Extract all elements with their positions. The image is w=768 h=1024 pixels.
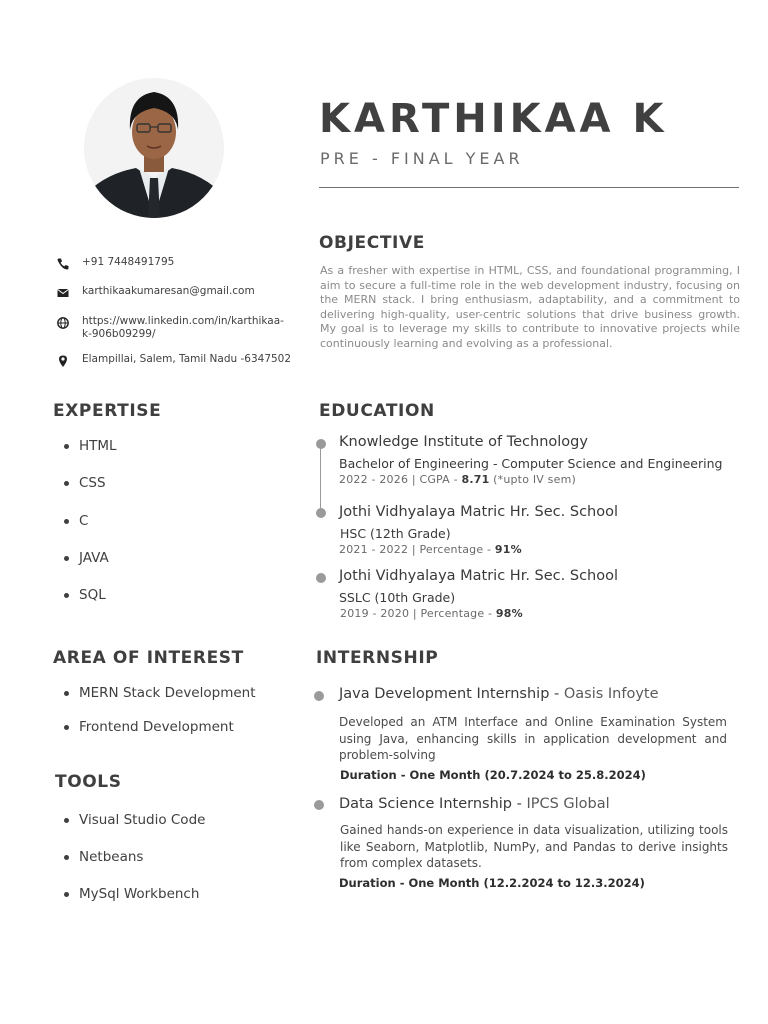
internship-description: Developed an ATM Interface and Online Examination System using Java, enhancing skills in application development and problem-solving (339, 715, 727, 762)
education-heading: EDUCATION (319, 401, 435, 421)
internship-title: Java Development Internship - Oasis Infoyte (339, 686, 659, 702)
timeline-dot (316, 439, 326, 449)
contact-linkedin: https://www.linkedin.com/in/karthikaa-k-906b09299/ (56, 315, 296, 341)
timeline-dot (316, 508, 326, 518)
timeline-dot (314, 691, 324, 701)
bullet (64, 892, 69, 897)
bullet (64, 855, 69, 860)
internship-duration: Duration - One Month (20.7.2024 to 25.8.2024) (340, 768, 646, 782)
tools-item: Netbeans (64, 849, 143, 865)
expertise-item: CSS (64, 475, 106, 491)
internship-heading: INTERNSHIP (316, 648, 439, 668)
email-icon (56, 286, 70, 300)
objective-text: As a fresher with expertise in HTML, CSS, and foundational programming, I aim to secure a full-time role in the web development industry, focusing on the MERN stack. I bring enthusiasm, adaptability, and a commitment to delivering high-quality, user-centric solutions that drive business growth. My goal is to leverage my skills to contribute to innovative projects while continuously learning and evolving as a professional. (320, 264, 740, 350)
internship-org: Oasis Infoyte (563, 686, 659, 702)
education-degree: SSLC (10th Grade) (339, 590, 456, 605)
education-degree: Bachelor of Engineering - Computer Science and Engineering (339, 456, 723, 471)
bullet (64, 691, 69, 696)
education-years: 2019 - 2020 | Percentage - 98% (340, 607, 523, 620)
bullet (64, 519, 69, 524)
interest-heading: AREA OF INTEREST (53, 648, 244, 668)
candidate-name: KARTHIKAA K (319, 96, 668, 142)
profile-photo (84, 78, 224, 218)
contact-email: karthikaakumaresan@gmail.com (56, 285, 296, 300)
bullet (64, 481, 69, 486)
globe-icon (56, 316, 70, 330)
expertise-item: SQL (64, 587, 106, 603)
portrait-illustration (84, 78, 224, 218)
candidate-role: PRE - FINAL YEAR (320, 149, 524, 168)
education-institution: Jothi Vidhyalaya Matric Hr. Sec. School (339, 568, 618, 584)
tools-item: MySql Workbench (64, 886, 199, 902)
bullet (64, 593, 69, 598)
expertise-item: C (64, 513, 88, 529)
location-pin-icon (56, 354, 70, 368)
timeline-dot (316, 573, 326, 583)
expertise-heading: EXPERTISE (53, 401, 162, 421)
expertise-item: HTML (64, 438, 117, 454)
tools-item: Visual Studio Code (64, 812, 205, 828)
tools-heading: TOOLS (55, 772, 122, 792)
internship-description: Gained hands-on experience in data visualization, utilizing tools like Seaborn, Matplotlib, NumPy, and Pandas to derive insights from complex datasets. (340, 823, 728, 870)
header-divider (319, 187, 739, 188)
interest-item: Frontend Development (64, 719, 234, 735)
phone-icon (56, 257, 70, 271)
internship-title: Data Science Internship - IPCS Global (339, 796, 610, 812)
education-institution: Jothi Vidhyalaya Matric Hr. Sec. School (339, 504, 618, 520)
internship-org: IPCS Global (526, 796, 610, 812)
bullet (64, 444, 69, 449)
interest-item: MERN Stack Development (64, 685, 256, 701)
contact-phone: +91 7448491795 (56, 256, 296, 271)
education-score: 91% (494, 543, 522, 556)
education-score: 8.71 (461, 473, 490, 486)
expertise-item: JAVA (64, 550, 109, 566)
education-degree: HSC (12th Grade) (340, 526, 451, 541)
bullet (64, 556, 69, 561)
timeline-dot (314, 800, 324, 810)
education-timeline-line (320, 443, 321, 513)
objective-heading: OBJECTIVE (319, 233, 425, 253)
contact-address: Elampillai, Salem, Tamil Nadu -6347502 (56, 353, 296, 368)
bullet (64, 818, 69, 823)
education-score: 98% (495, 607, 523, 620)
internship-duration: Duration - One Month (12.2.2024 to 12.3.2024) (339, 876, 645, 890)
education-years: 2021 - 2022 | Percentage - 91% (339, 543, 522, 556)
education-years: 2022 - 2026 | CGPA - 8.71 (*upto IV sem) (339, 473, 576, 486)
education-institution: Knowledge Institute of Technology (339, 434, 588, 450)
bullet (64, 725, 69, 730)
